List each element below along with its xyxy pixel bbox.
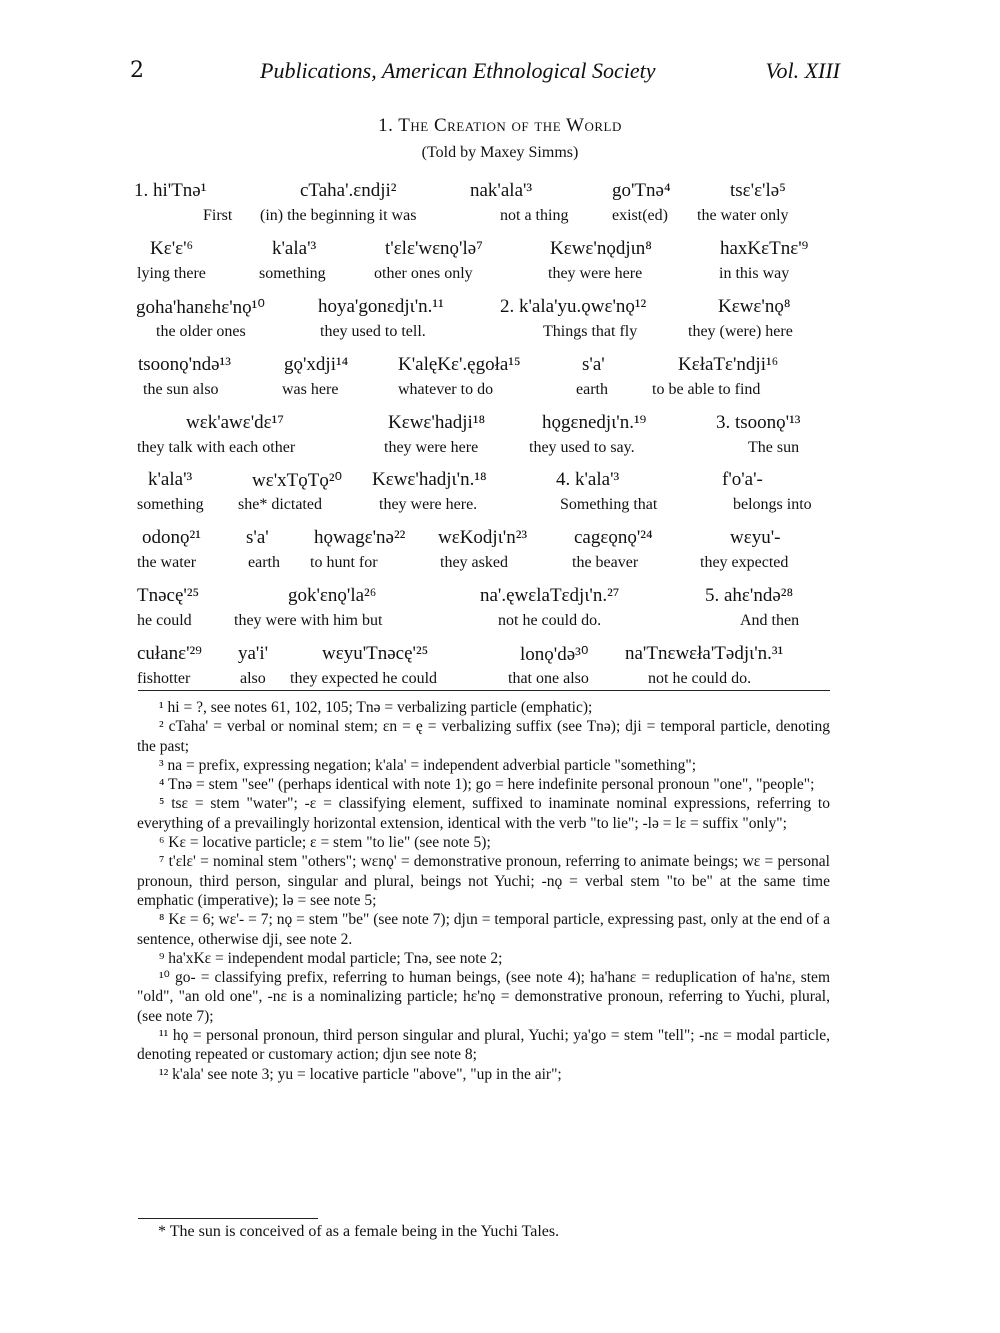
english-gloss: Things that fly (543, 323, 638, 340)
english-gloss: was here (282, 381, 339, 398)
yuchi-word: ya'i' (238, 643, 269, 664)
english-gloss: something (259, 265, 326, 282)
english-gloss: the older ones (156, 323, 246, 340)
note: ¹⁰ go- = classifying prefix, referring to human beings, (see note 4); ha'hanɛ = reduplication of ha'nɛ, stem "old", "an old one", -nɛ is a nominalizing particle; hɛ'nǫ = demonstrative pronoun, referring to Yuchi, plural, (see note 7); (137, 969, 830, 1025)
yuchi-word: gǫ'xdji¹⁴ (284, 354, 349, 375)
yuchi-word: wɛk'awɛ'dɛ¹⁷ (186, 412, 284, 433)
yuchi-word: goha'hanɛhɛ'nǫ¹⁰ (136, 297, 265, 318)
english-gloss: they expected he could (290, 670, 438, 687)
english-gloss: to hunt for (310, 554, 378, 571)
yuchi-word: f'o'a'- (722, 469, 763, 490)
english-gloss: they used to tell. (320, 323, 426, 340)
english-gloss: they asked (440, 554, 508, 571)
english-gloss: exist(ed) (612, 207, 668, 224)
page-number: 2 (130, 58, 144, 83)
yuchi-word: wɛyu'Tnəcę'²⁵ (322, 643, 429, 664)
footnote: * The sun is conceived of as a female being in the Yuchi Tales. (158, 1223, 560, 1240)
english-gloss: not he could do. (498, 612, 602, 629)
interlinear-line (0, 296, 1000, 351)
english-gloss: they were here. (379, 496, 478, 513)
yuchi-word: Kɛwɛ'hadji¹⁸ (388, 412, 486, 433)
yuchi-word: t'ɛlɛ'wɛnǫ'lə⁷ (385, 238, 483, 259)
yuchi-word: tsoonǫ'ndə¹³ (138, 354, 231, 375)
english-gloss: they used to say. (529, 439, 635, 456)
yuchi-word: Kɛwɛ'hadjɩ'n.¹⁸ (372, 469, 487, 490)
english-gloss: he could (137, 612, 192, 629)
english-gloss: she* dictated (238, 496, 322, 513)
running-head (130, 58, 840, 90)
english-gloss: lying there (137, 265, 206, 282)
yuchi-word: 1. hi'Tnə¹ (134, 180, 207, 201)
note: ⁶ Kɛ = locative particle; ɛ = stem "to lie" (see note 5); (159, 834, 491, 852)
english-gloss: the water (137, 554, 197, 571)
yuchi-word: cTaha'.ɛndji² (300, 180, 397, 201)
yuchi-word: haxKɛTnɛ'⁹ (720, 238, 809, 259)
yuchi-word: s'a' (246, 527, 269, 548)
interlinear-line (0, 469, 1000, 524)
english-gloss: the water only (697, 207, 789, 224)
yuchi-word: Kɛ'ɛ'⁶ (150, 238, 194, 259)
english-gloss: earth (248, 554, 280, 571)
story-teller: (Told by Maxey Simms) (421, 144, 579, 161)
yuchi-word: KɛłaTɛ'ndji¹⁶ (678, 354, 779, 375)
yuchi-word: nak'ala'³ (470, 180, 533, 201)
yuchi-word: hǫwagɛ'nə²² (314, 527, 406, 548)
yuchi-word: k'ala'³ (272, 238, 317, 259)
yuchi-word: wɛyu'- (730, 527, 781, 548)
english-gloss: they were here (384, 439, 479, 456)
yuchi-word: tsɛ'ɛ'lə⁵ (730, 180, 786, 201)
story-title: 1. The Creation of the World (378, 115, 622, 136)
notes-section (137, 698, 830, 1084)
english-gloss: whatever to do (398, 381, 494, 398)
yuchi-word: Tnəcę'²⁵ (137, 585, 200, 606)
note: ⁴ Tnə = stem "see" (perhaps identical with note 1); go = here indefinite personal pronoun "one", "people"; (159, 776, 815, 794)
yuchi-word: odonǫ²¹ (142, 527, 201, 548)
yuchi-word: gok'ɛnǫ'la²⁶ (288, 585, 377, 606)
interlinear-line (0, 412, 1000, 467)
yuchi-word: cułanɛ'²⁹ (137, 643, 202, 664)
volume-label: Vol. XIII (765, 58, 840, 83)
english-gloss: (in) the beginning it was (260, 207, 417, 224)
note: ¹ hi = ?, see notes 61, 102, 105; Tnə = verbalizing particle (emphatic); (159, 699, 593, 716)
english-gloss: The sun (748, 439, 800, 456)
english-gloss: belongs into (733, 496, 812, 513)
english-gloss: in this way (719, 265, 790, 282)
english-gloss: they expected (700, 554, 789, 571)
english-gloss: they (were) here (688, 323, 793, 340)
yuchi-word: na'Tnɛwɛła'Tədjɩ'n.³¹ (625, 643, 784, 664)
note: ³ na = prefix, expressing negation; k'ala' = independent adverbial particle "something"; (159, 756, 697, 774)
yuchi-word: 3. tsoonǫ'¹³ (716, 412, 801, 433)
english-gloss: First (203, 207, 233, 224)
note: ¹² k'ala' see note 3; yu = locative particle "above", "up in the air"; (159, 1065, 562, 1083)
english-gloss: to be able to find (652, 381, 761, 398)
english-gloss: something (137, 496, 204, 513)
yuchi-word: K'alęKɛ'.ęgoła¹⁵ (398, 354, 521, 375)
english-gloss: the sun also (143, 381, 219, 398)
yuchi-word: Kɛwɛ'nǫdjɩn⁸ (550, 238, 652, 259)
note: ⁵ tsɛ = stem "water"; -ɛ = classifying element, suffixed to inaminate nominal expressions, referring to everything of a prevailingly horizontal extension, identical with the verb "to lie"; -lə = lɛ = suffix "only"; (137, 795, 830, 832)
interlinear-line (0, 180, 1000, 235)
yuchi-word: na'.ęwɛlaTɛdjɩ'n.²⁷ (480, 585, 620, 606)
yuchi-word: go'Tnə⁴ (612, 180, 671, 201)
english-gloss: the beaver (572, 554, 639, 571)
interlinear-line (0, 238, 1000, 293)
yuchi-word: hoya'gonɛdjɩ'n.¹¹ (318, 296, 444, 317)
english-gloss: fishotter (137, 670, 191, 687)
yuchi-word: cagɛǫnǫ'²⁴ (574, 527, 653, 548)
english-gloss: not a thing (500, 207, 569, 224)
note: ⁸ Kɛ = 6; wɛ'- = 7; nǫ = stem "be" (see note 7); djɩn = temporal particle, expressing past, only at the end of a sentence, otherwise dji, see note 2. (137, 911, 830, 948)
yuchi-word: 2. k'ala'yu.ǫwɛ'nǫ¹² (500, 296, 647, 317)
footnote-divider (138, 1218, 318, 1219)
note: ⁷ t'ɛlɛ' = nominal stem "others"; wɛnǫ' = demonstrative pronoun, referring to animate beings; wɛ = personal pronoun, third person, singular and plural, beings not Yuchi; -nǫ = verbal stem "to be" at the same time emphatic (imperative); lə = see note 5; (137, 853, 830, 909)
interlinear-line (0, 527, 1000, 582)
english-gloss: other ones only (374, 265, 473, 282)
english-gloss: Something that (560, 496, 658, 513)
english-gloss: And then (740, 612, 800, 629)
english-gloss: they were with him but (234, 612, 383, 629)
yuchi-word: s'a' (582, 354, 605, 375)
note: ⁹ ha'xKɛ = independent modal particle; Tnə, see note 2; (159, 949, 503, 967)
english-gloss: they were here (548, 265, 643, 282)
english-gloss: they talk with each other (137, 439, 296, 456)
yuchi-word: hǫgɛnedjɩ'n.¹⁹ (542, 412, 647, 433)
english-gloss: not he could do. (648, 670, 752, 687)
yuchi-word: k'ala'³ (148, 469, 193, 490)
yuchi-word: 4. k'ala'³ (556, 469, 620, 490)
note: ¹¹ hǫ = personal pronoun, third person singular and plural, Yuchi; ya'go = stem "tell"; -nɛ = modal particle, denoting repeated or customary action; djɩn see note 8; (137, 1027, 830, 1064)
journal-title: Publications, American Ethnological Society (260, 58, 656, 83)
english-gloss: also (240, 670, 266, 687)
interlinear-line (0, 354, 1000, 409)
english-gloss: earth (576, 381, 608, 398)
notes-divider (138, 690, 830, 691)
yuchi-word: 5. ahɛ'ndə²⁸ (705, 585, 794, 606)
note: ² cTaha' = verbal or nominal stem; ɛn = ę = verbalizing suffix (see Tnə); dji = temporal particle, denoting the past; (137, 718, 830, 755)
yuchi-word: wɛKodjɩ'n²³ (438, 527, 528, 548)
yuchi-word: Kɛwɛ'nǫ⁸ (718, 296, 791, 317)
english-gloss: that one also (508, 670, 589, 687)
yuchi-word: wɛ'xTǫTǫ²⁰ (252, 470, 343, 491)
yuchi-word: lonǫ'də³⁰ (520, 644, 589, 665)
interlinear-line (0, 585, 1000, 640)
